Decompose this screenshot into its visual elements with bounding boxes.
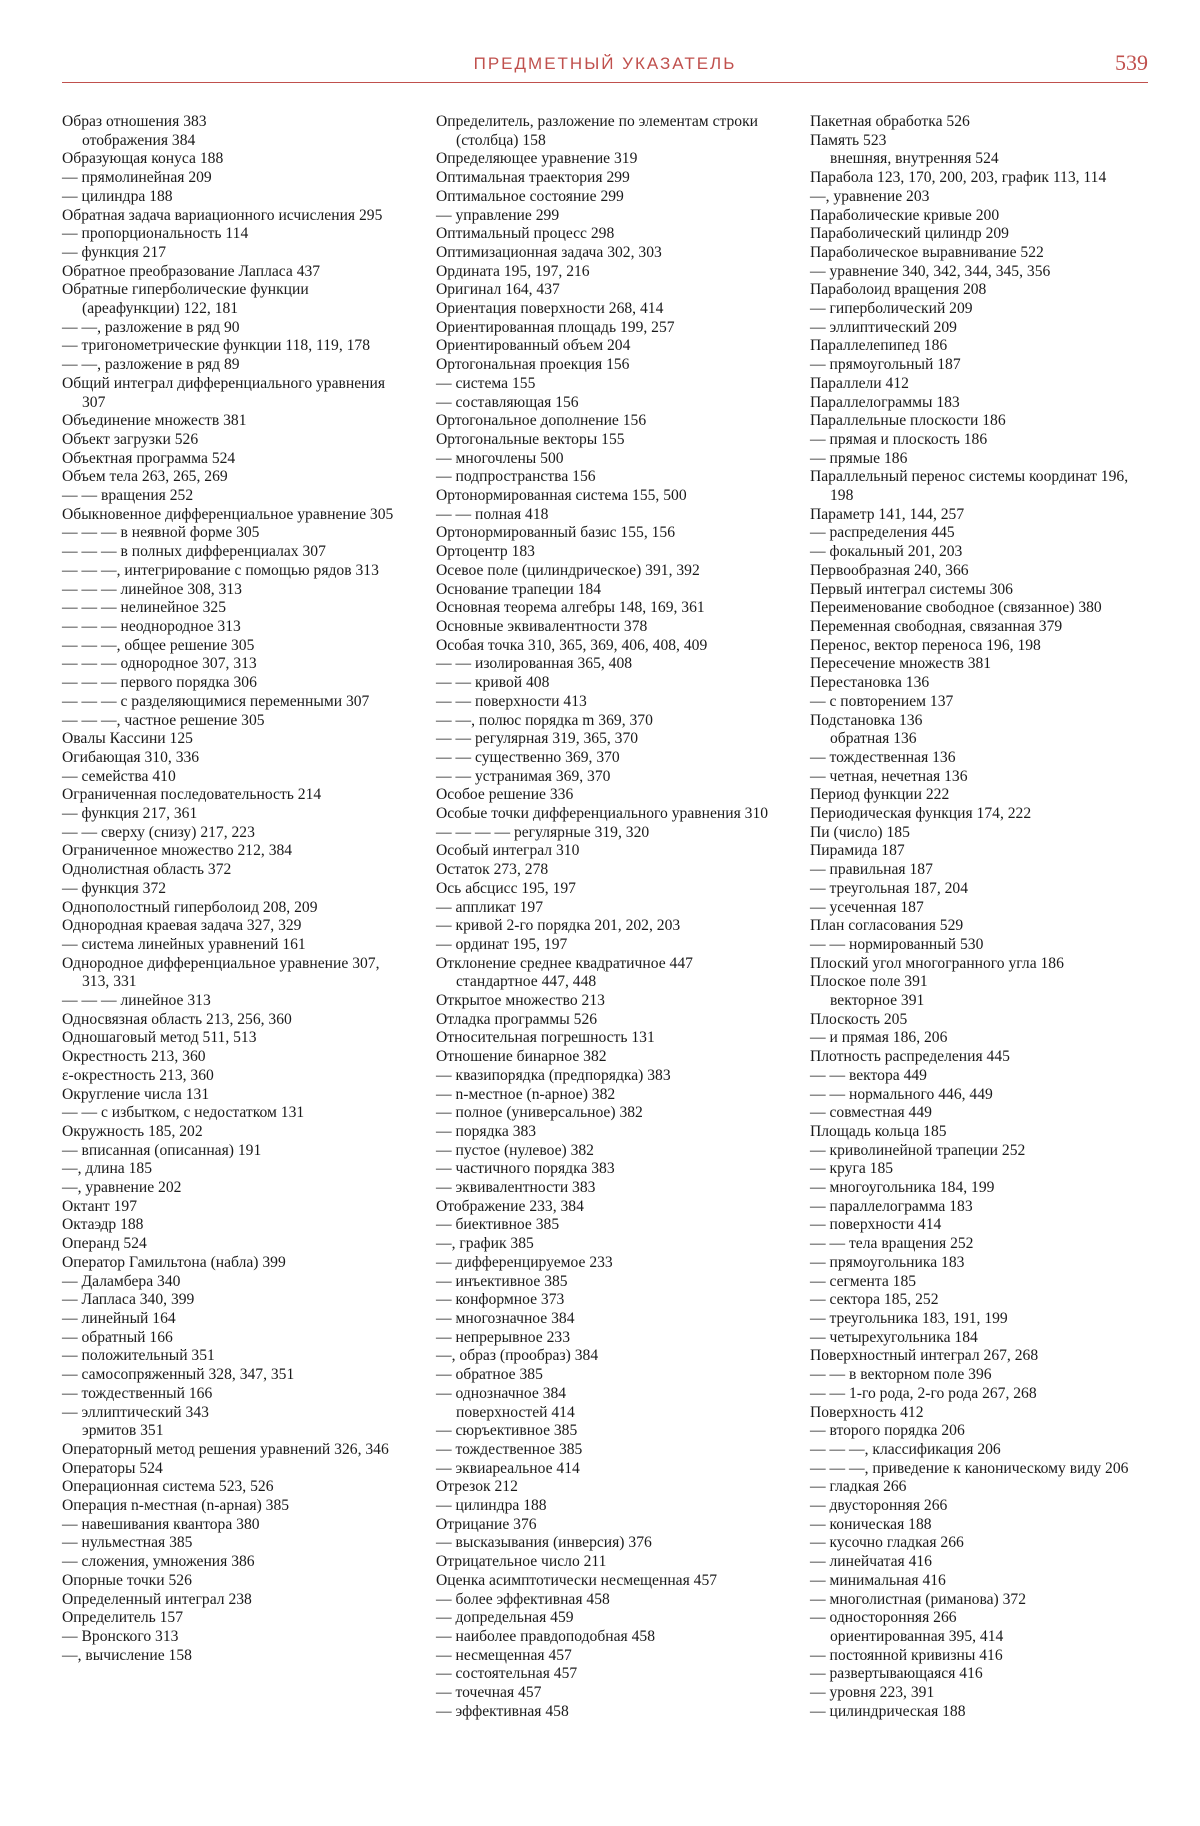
index-entry: — высказывания (инверсия) 376 xyxy=(436,1534,652,1552)
index-entry: — — устранимая 369, 370 xyxy=(436,767,611,785)
index-entry: Ось абсцисс 195, 197 xyxy=(436,879,576,897)
index-entry: Ориентированный объем 204 xyxy=(436,337,631,355)
index-entry: Относительная погрешность 131 xyxy=(436,1029,655,1047)
index-entry: Оригинал 164, 437 xyxy=(436,281,560,299)
index-entry: — круга 185 xyxy=(810,1160,894,1178)
index-entry: — — тела вращения 252 xyxy=(810,1235,974,1253)
index-entry: — развертывающаяся 416 xyxy=(810,1665,983,1683)
index-entry: — пропорциональность 114 xyxy=(62,225,249,243)
index-entry: — фокальный 201, 203 xyxy=(810,543,963,561)
index-entry: — второго порядка 206 xyxy=(810,1422,965,1440)
header-rule xyxy=(62,82,1148,83)
index-entry: — инъективное 385 xyxy=(436,1272,568,1290)
index-entry: Определяющее уравнение 319 xyxy=(436,150,638,168)
index-entry: Овалы Кассини 125 xyxy=(62,730,193,748)
index-entry: — цилиндра 188 xyxy=(62,187,173,205)
index-entry: — обратное 385 xyxy=(436,1366,543,1384)
index-entry: — полное (универсальное) 382 xyxy=(436,1104,643,1122)
index-entry: Параметр 141, 144, 257 xyxy=(810,505,965,523)
index-entry: — порядка 383 xyxy=(436,1122,537,1140)
index-entry: — — нормального 446, 449 xyxy=(810,1085,993,1103)
index-entry: — и прямая 186, 206 xyxy=(810,1029,948,1047)
index-entry: — параллелограмма 183 xyxy=(810,1197,973,1215)
index-entry: Перенос, вектор переноса 196, 198 xyxy=(810,636,1041,654)
index-entry: Огибающая 310, 336 xyxy=(62,748,200,766)
index-entry: —, образ (прообраз) 384 xyxy=(436,1347,599,1365)
index-entry: Пакетная обработка 526 xyxy=(810,113,970,130)
index-entry: — — —, приведение к каноническому виду 206 xyxy=(810,1459,1129,1477)
index-entry: — — —, общее решение 305 xyxy=(62,636,255,654)
index-entry: — несмещенная 457 xyxy=(436,1646,572,1664)
index-entry: Объектная программа 524 xyxy=(62,449,236,467)
index-entry: Ориентация поверхности 268, 414 xyxy=(436,300,664,318)
index-entry: Пирамида 187 xyxy=(810,842,905,860)
index-entry: Обратные гиперболические функции (ареафункции) 122, 181 xyxy=(62,281,309,318)
index-entry: Периодическая функция 174, 222 xyxy=(810,805,1032,823)
index-entry: — n-местное (n-арное) 382 xyxy=(436,1085,616,1103)
index-entry: Ортонормированный базис 155, 156 xyxy=(436,524,676,542)
index-entry: — самосопряженный 328, 347, 351 xyxy=(62,1366,295,1384)
index-entry: — — —, классификация 206 xyxy=(810,1440,1001,1458)
index-entry: — — кривой 408 xyxy=(436,674,550,692)
index-entry: Переменная свободная, связанная 379 xyxy=(810,617,1063,635)
index-entry: — — вращения 252 xyxy=(62,487,194,505)
index-entry: — тригонометрические функции 118, 119, 178 xyxy=(62,337,371,355)
index-entry: — — нормированный 530 xyxy=(810,935,984,953)
index-entry: обратная 136 xyxy=(830,730,917,748)
index-entry: Ограниченное множество 212, 384 xyxy=(62,842,293,860)
index-entry: — эллиптический 209 xyxy=(810,318,957,336)
page-number: 539 xyxy=(1115,50,1148,75)
index-entry: Оценка асимптотически несмещенная 457 xyxy=(436,1571,718,1589)
index-entry: Параболический цилиндр 209 xyxy=(810,225,1009,243)
index-entry: Параллели 412 xyxy=(810,374,909,392)
index-entry: — — в векторном поле 396 xyxy=(810,1366,992,1384)
index-entry: Ортогональное дополнение 156 xyxy=(436,412,647,430)
index-entry: Открытое множество 213 xyxy=(436,992,605,1010)
index-entry: Пересечение множеств 381 xyxy=(810,655,992,673)
index-column-3 xyxy=(810,113,1154,1721)
index-entry: — — — неоднородное 313 xyxy=(62,617,241,635)
index-entry: Перестановка 136 xyxy=(810,674,930,692)
index-entry: — сегмента 185 xyxy=(810,1272,917,1290)
index-entry: — конформное 373 xyxy=(436,1291,565,1309)
index-entry: — аппликат 197 xyxy=(436,898,543,916)
index-entry: Ортогональная проекция 156 xyxy=(436,356,630,374)
index-entry: Параллелепипед 186 xyxy=(810,337,948,355)
index-entry: — сектора 185, 252 xyxy=(810,1291,939,1309)
index-entry: —, уравнение 203 xyxy=(810,187,930,205)
index-entry: Отрицание 376 xyxy=(436,1515,537,1533)
index-entry: —, график 385 xyxy=(436,1235,534,1253)
index-entry: поверхностей 414 xyxy=(456,1403,575,1421)
index-entry: Отображение 233, 384 xyxy=(436,1197,584,1215)
index-entry: Одношаговый метод 511, 513 xyxy=(62,1029,257,1047)
index-entry: Основание трапеции 184 xyxy=(436,580,602,598)
index-entry: — Даламбера 340 xyxy=(62,1272,181,1290)
index-entry: Параболоид вращения 208 xyxy=(810,281,987,299)
index-entry: — —, разложение в ряд 89 xyxy=(62,356,240,374)
index-entry: — частичного порядка 383 xyxy=(436,1160,615,1178)
index-entry: — — изолированная 365, 408 xyxy=(436,655,633,673)
index-entry: Однополостный гиперболоид 208, 209 xyxy=(62,898,318,916)
index-entry: Ортоцентр 183 xyxy=(436,543,535,561)
index-entry: Обратное преобразование Лапласа 437 xyxy=(62,262,321,280)
index-entry: Параллельный перенос системы координат 196, 198 xyxy=(810,468,1129,505)
index-entry: Операнд 524 xyxy=(62,1235,147,1253)
index-entry: — наиболее правдоподобная 458 xyxy=(436,1627,656,1645)
index-entry: Операторы 524 xyxy=(62,1459,163,1477)
index-entry: — Лапласа 340, 399 xyxy=(62,1291,195,1309)
index-entry: — линейчатая 416 xyxy=(810,1553,932,1571)
index-entry: — кривой 2-го порядка 201, 202, 203 xyxy=(436,917,681,935)
index-entry: — управление 299 xyxy=(436,206,560,224)
index-entry: Обыкновенное дифференциальное уравнение 305 xyxy=(62,505,394,523)
index-entry: — навешивания квантора 380 xyxy=(62,1515,260,1533)
index-entry: — функция 217 xyxy=(62,243,167,261)
index-entry: стандартное 447, 448 xyxy=(456,973,597,991)
index-entry: — вписанная (описанная) 191 xyxy=(62,1141,262,1159)
index-entry: — эквиареальное 414 xyxy=(436,1459,580,1477)
index-entry: Односвязная область 213, 256, 360 xyxy=(62,1010,292,1028)
index-entry: — эллиптический 343 xyxy=(62,1403,209,1421)
index-entry: — квазипорядка (предпорядка) 383 xyxy=(436,1066,671,1084)
index-entry: Оптимальное состояние 299 xyxy=(436,187,624,205)
index-entry: — — вектора 449 xyxy=(810,1066,927,1084)
index-entry: Плоскость 205 xyxy=(810,1010,908,1028)
index-entry: — непрерывное 233 xyxy=(436,1328,571,1346)
index-entry: — — полная 418 xyxy=(436,505,549,523)
index-entry: Отрезок 212 xyxy=(436,1478,518,1496)
index-entry: Оптимальная траектория 299 xyxy=(436,169,630,187)
index-entry: — распределения 445 xyxy=(810,524,955,542)
index-entry: — цилиндрическая 188 xyxy=(810,1702,966,1720)
index-entry: — цилиндра 188 xyxy=(436,1497,547,1515)
index-entry: — линейный 164 xyxy=(62,1310,176,1327)
index-entry: Особый интеграл 310 xyxy=(436,842,580,860)
index-entry: Октаэдр 188 xyxy=(62,1216,144,1234)
index-entry: эрмитов 351 xyxy=(82,1422,164,1440)
index-entry: — гиперболический 209 xyxy=(810,300,973,318)
index-entry: Первообразная 240, 366 xyxy=(810,561,969,579)
index-entry: План согласования 529 xyxy=(810,917,964,935)
index-entry: Подстановка 136 xyxy=(810,711,923,729)
index-entry: — эффективная 458 xyxy=(436,1702,569,1720)
index-entry: — кусочно гладкая 266 xyxy=(810,1534,964,1552)
index-entry: — прямые 186 xyxy=(810,449,908,467)
index-entry: — постоянной кривизны 416 xyxy=(810,1646,1003,1664)
index-entry: — уровня 223, 391 xyxy=(810,1684,935,1702)
index-entry: Основные эквивалентности 378 xyxy=(436,617,648,635)
index-entry: Объем тела 263, 265, 269 xyxy=(62,468,228,486)
index-entry: — — — с разделяющимися переменными 307 xyxy=(62,692,370,710)
index-column-2 xyxy=(436,113,776,1721)
index-entry: Ортогональные векторы 155 xyxy=(436,430,625,448)
index-entry: — тождественная 136 xyxy=(810,748,956,766)
index-entry: — эквивалентности 383 xyxy=(436,1179,596,1197)
index-entry: Плоский угол многогранного угла 186 xyxy=(810,954,1064,972)
index-entry: — многочлены 500 xyxy=(436,449,564,467)
index-entry: Объект загрузки 526 xyxy=(62,430,199,448)
index-entry: — функция 217, 361 xyxy=(62,805,198,823)
index-entry: — — 1-го рода, 2-го рода 267, 268 xyxy=(810,1384,1037,1402)
index-entry: Поверхностный интеграл 267, 268 xyxy=(810,1347,1039,1365)
index-entry: Параллельные плоскости 186 xyxy=(810,412,1006,430)
index-entry: Окружность 185, 202 xyxy=(62,1122,203,1140)
index-entry: — обратный 166 xyxy=(62,1328,173,1346)
index-entry: — — —, интегрирование с помощью рядов 313 xyxy=(62,561,379,579)
index-entry: — ординат 195, 197 xyxy=(436,935,568,953)
index-entry: Образ отношения 383 xyxy=(62,113,207,130)
index-entry: Память 523 xyxy=(810,131,887,149)
index-entry: — — — линейное 313 xyxy=(62,992,211,1010)
index-entry: — усеченная 187 xyxy=(810,898,924,916)
index-entry: — семейства 410 xyxy=(62,767,176,785)
index-entry: Первый интеграл системы 306 xyxy=(810,580,1013,598)
index-entry: Остаток 273, 278 xyxy=(436,861,549,879)
index-entry: — биективное 385 xyxy=(436,1216,560,1234)
index-entry: Определенный интеграл 238 xyxy=(62,1590,252,1608)
index-entry: Однородная краевая задача 327, 329 xyxy=(62,917,302,935)
index-entry: Определитель, разложение по элементам строки (столбца) 158 xyxy=(436,113,759,149)
index-entry: Обратная задача вариационного исчисления 295 xyxy=(62,206,383,224)
index-entry: Параллелограммы 183 xyxy=(810,393,960,411)
index-entry: — прямая и плоскость 186 xyxy=(810,430,988,448)
index-entry: Операция n-местная (n-арная) 385 xyxy=(62,1497,290,1515)
index-entry: ε-окрестность 213, 360 xyxy=(62,1066,214,1084)
index-entry: Операционная система 523, 526 xyxy=(62,1478,274,1496)
index-entry: — прямолинейная 209 xyxy=(62,169,212,187)
index-entry: — — с избытком, с недостатком 131 xyxy=(62,1104,305,1122)
index-entry: — многоугольника 184, 199 xyxy=(810,1179,995,1197)
index-entry: —, уравнение 202 xyxy=(62,1179,182,1197)
index-entry: — уравнение 340, 342, 344, 345, 356 xyxy=(810,262,1051,280)
index-entry: Плоское поле 391 xyxy=(810,973,928,991)
index-entry: ориентированная 395, 414 xyxy=(830,1627,1004,1645)
index-entry: Окрестность 213, 360 xyxy=(62,1048,206,1066)
index-entry: Оптимизационная задача 302, 303 xyxy=(436,243,662,261)
index-entry: Ограниченная последовательность 214 xyxy=(62,786,322,804)
index-entry: — — — однородное 307, 313 xyxy=(62,655,257,673)
index-entry: — поверхности 414 xyxy=(810,1216,942,1234)
index-entry: — — — линейное 308, 313 xyxy=(62,580,242,598)
index-entry: — дифференцируемое 233 xyxy=(436,1253,613,1271)
index-entry: — криволинейной трапеции 252 xyxy=(810,1141,1026,1159)
index-entry: — — — в неявной форме 305 xyxy=(62,524,260,542)
index-entry: внешняя, внутренняя 524 xyxy=(830,150,999,168)
index-entry: — Вронского 313 xyxy=(62,1627,179,1645)
index-entry: — положительный 351 xyxy=(62,1347,215,1365)
index-entry: — — регулярная 319, 365, 370 xyxy=(436,730,639,748)
index-entry: — состоятельная 457 xyxy=(436,1665,578,1683)
index-entry: — — — нелинейное 325 xyxy=(62,599,227,617)
index-entry: — — —, частное решение 305 xyxy=(62,711,265,729)
index-entry: — — — в полных дифференциалах 307 xyxy=(62,543,326,561)
index-entry: — — существенно 369, 370 xyxy=(436,748,620,766)
index-entry: — односторонняя 266 xyxy=(810,1609,957,1627)
index-entry: — система 155 xyxy=(436,374,536,392)
index-entry: — допредельная 459 xyxy=(436,1609,574,1627)
index-entry: Однородное дифференциальное уравнение 307, 313, 331 xyxy=(62,954,380,991)
index-entry: — — — первого порядка 306 xyxy=(62,674,257,692)
index-entry: — минимальная 416 xyxy=(810,1571,946,1589)
index-entry: Однолистная область 372 xyxy=(62,861,232,879)
index-entry: — составляющая 156 xyxy=(436,393,579,411)
index-entry: Ориентированная площадь 199, 257 xyxy=(436,318,675,336)
index-entry: — система линейных уравнений 161 xyxy=(62,935,306,953)
running-title: ПРЕДМЕТНЫЙ УКАЗАТЕЛЬ xyxy=(473,54,737,73)
index-entry: — гладкая 266 xyxy=(810,1478,907,1496)
index-entry: — — — — регулярные 319, 320 xyxy=(436,823,650,841)
index-entry: Основная теорема алгебры 148, 169, 361 xyxy=(436,599,705,617)
index-entry: — сложения, умножения 386 xyxy=(62,1553,255,1571)
index-entry: Плотность распределения 445 xyxy=(810,1048,1010,1066)
index-entry: Особая точка 310, 365, 369, 406, 408, 409 xyxy=(436,636,708,654)
index-entry: — пустое (нулевое) 382 xyxy=(436,1141,594,1159)
index-entry: — коническая 188 xyxy=(810,1515,932,1533)
index-entry: —, вычисление 158 xyxy=(62,1646,192,1664)
index-entry: Поверхность 412 xyxy=(810,1403,924,1421)
index-entry: — тождественный 166 xyxy=(62,1384,213,1402)
index-entry: Отрицательное число 211 xyxy=(436,1553,607,1571)
index-entry: Особые точки дифференциального уравнения 310 xyxy=(436,805,769,823)
index-entry: Оптимальный процесс 298 xyxy=(436,225,615,243)
index-entry: Период функции 222 xyxy=(810,786,950,804)
index-entry: — сюръективное 385 xyxy=(436,1422,578,1440)
index-entry: —, длина 185 xyxy=(62,1160,153,1178)
index-entry: Общий интеграл дифференциального уравнения 307 xyxy=(62,374,386,411)
index-entry: Отношение бинарное 382 xyxy=(436,1048,607,1066)
index-entry: Особое решение 336 xyxy=(436,786,574,804)
index-entry: Опорные точки 526 xyxy=(62,1571,192,1589)
index-entry: — —, полюс порядка m 369, 370 xyxy=(436,711,653,729)
index-entry: — более эффективная 458 xyxy=(436,1590,610,1608)
index-entry: Объединение множеств 381 xyxy=(62,412,247,430)
index-entry: Отладка программы 526 xyxy=(436,1010,598,1028)
index-entry: Октант 197 xyxy=(62,1197,138,1215)
index-entry: Осевое поле (цилиндрическое) 391, 392 xyxy=(436,561,700,579)
index-entry: — многозначное 384 xyxy=(436,1310,575,1327)
index-entry: Площадь кольца 185 xyxy=(810,1122,947,1140)
index-entry: отображения 384 xyxy=(82,131,196,149)
index-entry: — — поверхности 413 xyxy=(436,692,587,710)
index-entry: Определитель 157 xyxy=(62,1609,184,1627)
index-entry: — правильная 187 xyxy=(810,861,933,879)
index-entry: — четырехугольника 184 xyxy=(810,1328,978,1346)
index-entry: — с повторением 137 xyxy=(810,692,954,710)
index-entry: — прямоугольника 183 xyxy=(810,1253,965,1271)
index-entry: Ортонормированная система 155, 500 xyxy=(436,487,687,505)
index-entry: — однозначное 384 xyxy=(436,1384,567,1402)
index-entry: Операторный метод решения уравнений 326, 346 xyxy=(62,1440,389,1458)
index-entry: — треугольника 183, 191, 199 xyxy=(810,1310,1008,1327)
index-column-1 xyxy=(62,113,404,1665)
index-entry: — — сверху (снизу) 217, 223 xyxy=(62,823,255,841)
index-entry: — точечная 457 xyxy=(436,1684,542,1702)
index-entry: Округление числа 131 xyxy=(62,1085,210,1103)
index-entry: Парабола 123, 170, 200, 203, график 113, 114 xyxy=(810,169,1107,187)
index-entry: Ордината 195, 197, 216 xyxy=(436,262,590,280)
index-entry: — многолистная (риманова) 372 xyxy=(810,1590,1027,1608)
index-entry: — четная, нечетная 136 xyxy=(810,767,968,785)
index-entry: Оператор Гамильтона (набла) 399 xyxy=(62,1253,286,1271)
index-entry: — —, разложение в ряд 90 xyxy=(62,318,240,336)
index-entry: Переименование свободное (связанное) 380 xyxy=(810,599,1102,617)
index-entry: — тождественное 385 xyxy=(436,1440,583,1458)
index-entry: Параболические кривые 200 xyxy=(810,206,1000,224)
index-entry: векторное 391 xyxy=(830,992,925,1010)
index-entry: — прямоугольный 187 xyxy=(810,356,961,374)
index-entry: — нульместная 385 xyxy=(62,1534,193,1552)
index-entry: Пи (число) 185 xyxy=(810,823,910,841)
index-entry: — двусторонняя 266 xyxy=(810,1497,948,1515)
index-entry: — подпространства 156 xyxy=(436,468,596,486)
index-entry: — функция 372 xyxy=(62,879,167,897)
index-entry: — совместная 449 xyxy=(810,1104,932,1122)
index-entry: Отклонение среднее квадратичное 447 xyxy=(436,954,693,972)
index-entry: Образующая конуса 188 xyxy=(62,150,224,168)
page-header xyxy=(62,50,1148,78)
index-entry: — треугольная 187, 204 xyxy=(810,879,969,897)
index-entry: Параболическое выравнивание 522 xyxy=(810,243,1044,261)
